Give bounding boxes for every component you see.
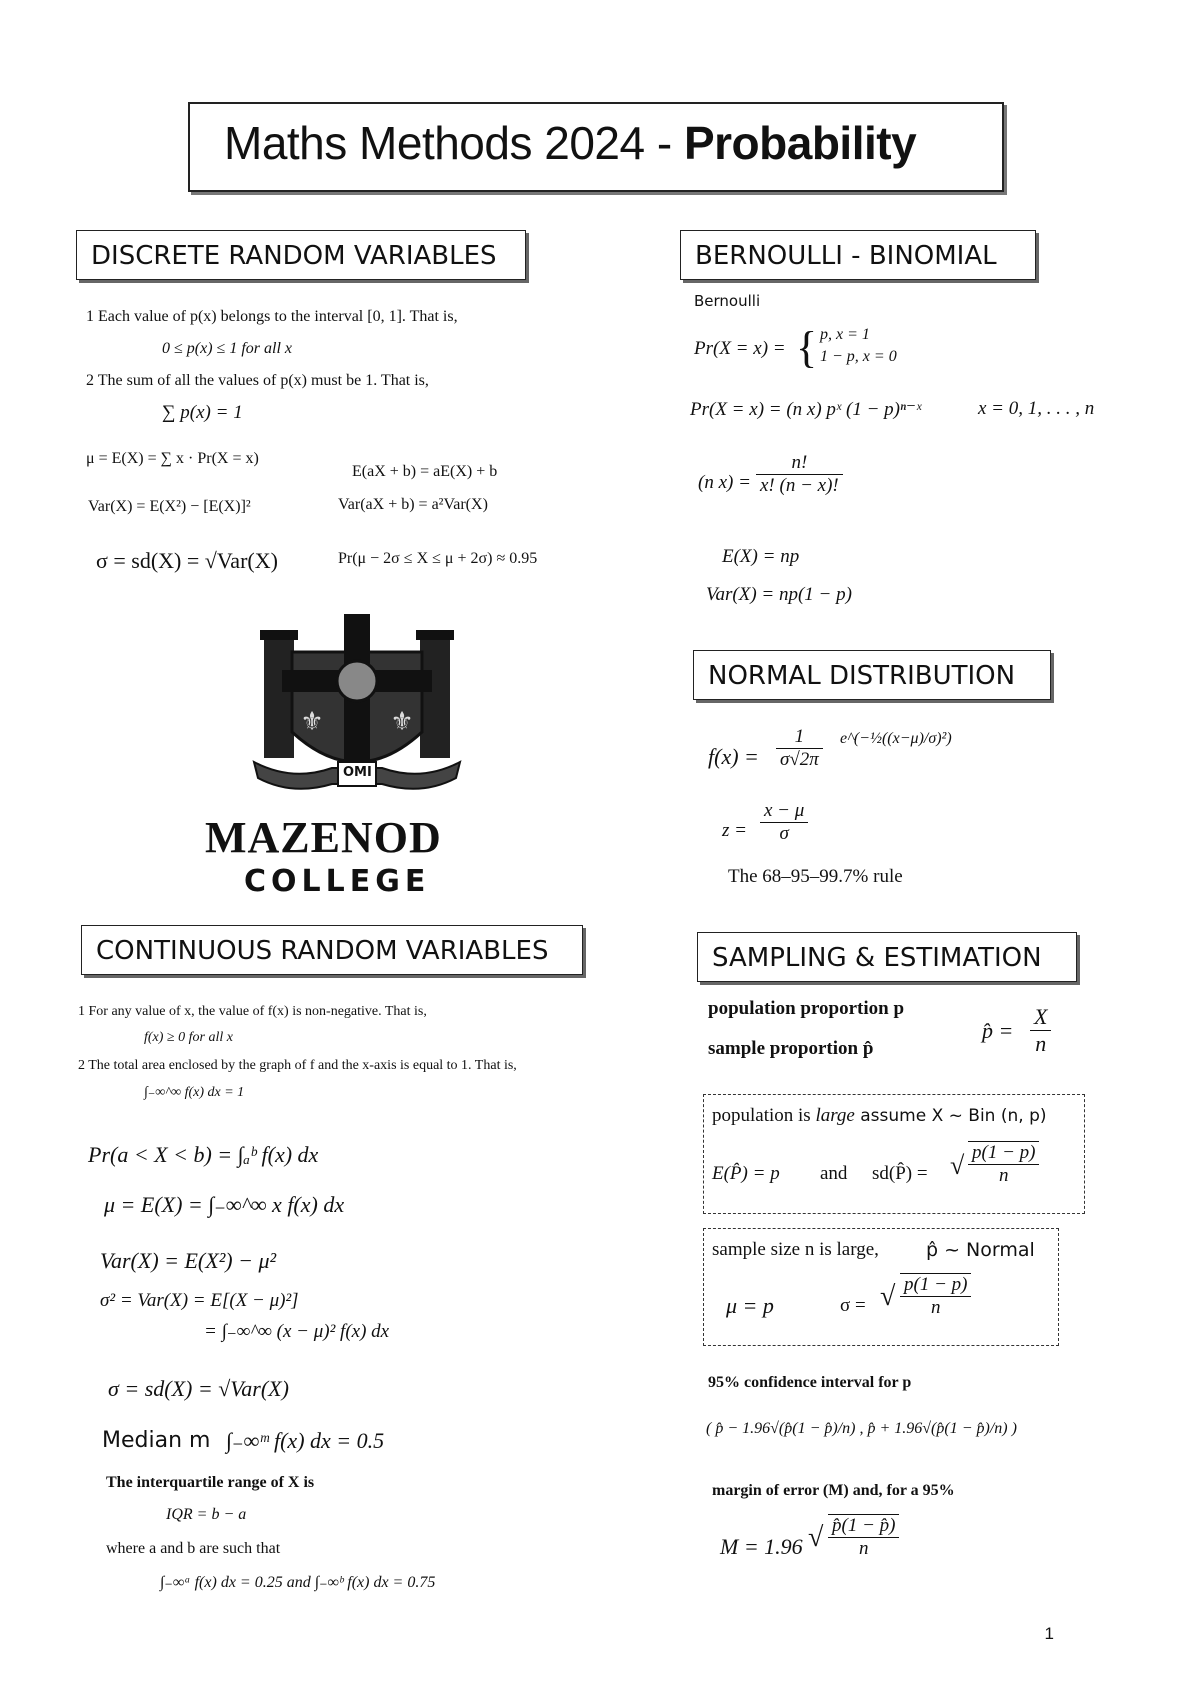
large-sample-box	[703, 1228, 1059, 1346]
normal-pdf-num: 1	[776, 726, 823, 749]
discrete-sd: σ = sd(X) = √Var(X)	[96, 548, 278, 573]
box1-sd: sd(P̂) =	[872, 1163, 928, 1184]
page-title	[224, 116, 916, 170]
cont-variance: Var(X) = E(X²) − μ²	[100, 1248, 277, 1273]
cont-prob: Pr(a < X < b) = ∫ₐᵇ f(x) dx	[88, 1142, 319, 1167]
phat-den: n	[1035, 1031, 1047, 1056]
svg-text:⚜: ⚜	[390, 707, 414, 736]
normal-pdf-frac	[776, 726, 823, 771]
box2-a: sample size n is large,	[712, 1239, 879, 1260]
cont-median: ∫₋∞ᵐ f(x) dx = 0.5	[226, 1428, 385, 1453]
normal-pdf-label: f(x) =	[708, 744, 759, 769]
college-name: MAZENOD	[205, 813, 442, 862]
zscore-den: σ	[779, 823, 789, 844]
box2-mu: μ = p	[726, 1293, 774, 1318]
moe-num: p̂(1 − p̂)	[828, 1514, 899, 1538]
iqr-line-1: The interquartile range of X is	[106, 1474, 315, 1491]
box2-den: n	[930, 1297, 941, 1318]
phat-num: X	[1030, 1004, 1051, 1031]
ncx-den: x! (n − x)!	[760, 475, 839, 496]
iqr-line-4: ∫₋∞ᵃ f(x) dx = 0.25 and ∫₋∞ᵇ f(x) dx = 0.75	[160, 1574, 436, 1591]
box2-num: p(1 − p)	[900, 1273, 971, 1297]
crest-icon	[252, 612, 462, 812]
normal-rule: The 68–95–99.7% rule	[728, 866, 903, 887]
title-box	[188, 102, 1004, 192]
bernoulli-case-2: 1 − p, x = 0	[820, 348, 897, 365]
discrete-sum: ∑ p(x) = 1	[162, 402, 243, 423]
box1-line	[712, 1105, 1047, 1127]
svg-text:⚜: ⚜	[300, 707, 324, 736]
cont-median-label: Median m	[102, 1428, 211, 1453]
box1-num: p(1 − p)	[968, 1141, 1039, 1165]
large-population-box	[703, 1094, 1085, 1214]
moe-formula: M = 1.96	[720, 1534, 803, 1559]
cont-rule-2b: ∫₋∞^∞ f(x) dx = 1	[144, 1085, 245, 1100]
box2-b: p̂ ~ Normal	[926, 1239, 1035, 1261]
title-bold: Probability	[683, 117, 917, 169]
box1-expectation: E(P̂) = p	[712, 1163, 780, 1184]
iqr-line-3: where a and b are such that	[106, 1540, 281, 1557]
cont-sd: σ = sd(X) = √Var(X)	[108, 1376, 289, 1401]
binomial-mean: E(X) = np	[722, 546, 800, 567]
ci-label: 95% confidence interval for p	[708, 1374, 912, 1391]
cont-rule-1b: f(x) ≥ 0 for all x	[144, 1030, 233, 1045]
college-crest	[252, 612, 462, 812]
ncx-label: (n x) =	[698, 472, 751, 493]
cont-sigma2: σ² = Var(X) = E[(X − μ)²]	[100, 1290, 299, 1311]
phat-frac	[1030, 1004, 1051, 1057]
ci-formula: ( p̂ − 1.96√(p̂(1 − p̂)/n) , p̂ + 1.96√(p̂(1 − p̂)/n) )	[706, 1420, 1017, 1437]
box2-sigma: σ =	[840, 1295, 866, 1316]
bernoulli-label: Bernoulli	[694, 292, 761, 310]
discrete-mean: μ = E(X) = ∑ x · Pr(X = x)	[86, 450, 259, 467]
bernoulli-pr: Pr(X = x) =	[694, 338, 786, 359]
box2-frac	[900, 1273, 971, 1319]
zscore-num: x − μ	[760, 800, 808, 823]
header-bernoulli: BERNOULLI - BINOMIAL	[680, 230, 1036, 280]
header-discrete: DISCRETE RANDOM VARIABLES	[76, 230, 526, 280]
normal-pdf-den: σ√2π	[780, 749, 819, 770]
ncx-fraction	[756, 452, 843, 497]
discrete-linear-mean: E(aX + b) = aE(X) + b	[352, 463, 498, 480]
box1-sqrt-icon: √	[950, 1151, 965, 1180]
zscore-label: z =	[722, 820, 747, 841]
discrete-rule-2: 2 The sum of all the values of p(x) must be 1. That is,	[86, 372, 429, 389]
box2-sqrt-icon: √	[880, 1281, 896, 1312]
discrete-rule-1: 1 Each value of p(x) belongs to the interval [0, 1]. That is,	[86, 308, 458, 325]
college-sub: COLLEGE	[244, 864, 431, 899]
normal-pdf-exp: e^(−½((x−μ)/σ)²)	[840, 730, 952, 747]
discrete-variance: Var(X) = E(X²) − [E(X)]²	[88, 498, 251, 515]
header-continuous: CONTINUOUS RANDOM VARIABLES	[81, 925, 583, 975]
discrete-rule-1b: 0 ≤ p(x) ≤ 1 for all x	[162, 340, 292, 357]
binomial-pmf: Pr(X = x) = (n x) pˣ (1 − p)ⁿ⁻ˣ	[690, 399, 922, 420]
population-proportion: population proportion p	[708, 998, 905, 1019]
brace: {	[796, 323, 818, 372]
iqr-line-2: IQR = b − a	[166, 1506, 247, 1523]
moe-label: margin of error (M) and, for a 95%	[712, 1482, 955, 1499]
cont-sigma2b: = ∫₋∞^∞ (x − μ)² f(x) dx	[204, 1321, 390, 1342]
header-sampling: SAMPLING & ESTIMATION	[697, 932, 1077, 982]
page-number: 1	[1044, 1624, 1054, 1643]
box1-a: population is	[712, 1105, 816, 1126]
zscore-frac	[760, 800, 808, 845]
discrete-95: Pr(μ − 2σ ≤ X ≤ μ + 2σ) ≈ 0.95	[338, 550, 538, 567]
box1-c: assume X ~ Bin (n, p)	[854, 1106, 1047, 1126]
box1-den: n	[998, 1165, 1009, 1186]
moe-den: n	[858, 1538, 869, 1559]
sample-proportion: sample proportion p̂	[708, 1038, 874, 1059]
moe-sqrt-icon: √	[808, 1522, 824, 1553]
discrete-linear-var: Var(aX + b) = a²Var(X)	[338, 496, 488, 513]
title-prefix: Maths Methods 2024 -	[224, 117, 684, 169]
box1-and: and	[820, 1163, 848, 1184]
cont-mean: μ = E(X) = ∫₋∞^∞ x f(x) dx	[104, 1192, 345, 1217]
header-normal: NORMAL DISTRIBUTION	[693, 650, 1051, 700]
crest-motto: OMI	[343, 765, 372, 780]
phat-label: p̂ =	[982, 1018, 1014, 1043]
ncx-num: n!	[756, 452, 843, 475]
binomial-variance: Var(X) = np(1 − p)	[706, 584, 852, 605]
binomial-range: x = 0, 1, . . . , n	[978, 398, 1095, 419]
bernoulli-case-1: p, x = 1	[820, 326, 870, 343]
moe-frac	[828, 1514, 899, 1560]
cont-rule-2: 2 The total area enclosed by the graph of f and the x-axis is equal to 1. That is,	[78, 1058, 517, 1073]
box1-frac	[968, 1141, 1039, 1187]
box1-b: large	[815, 1105, 855, 1126]
cont-rule-1: 1 For any value of x, the value of f(x) is non-negative. That is,	[78, 1004, 427, 1019]
